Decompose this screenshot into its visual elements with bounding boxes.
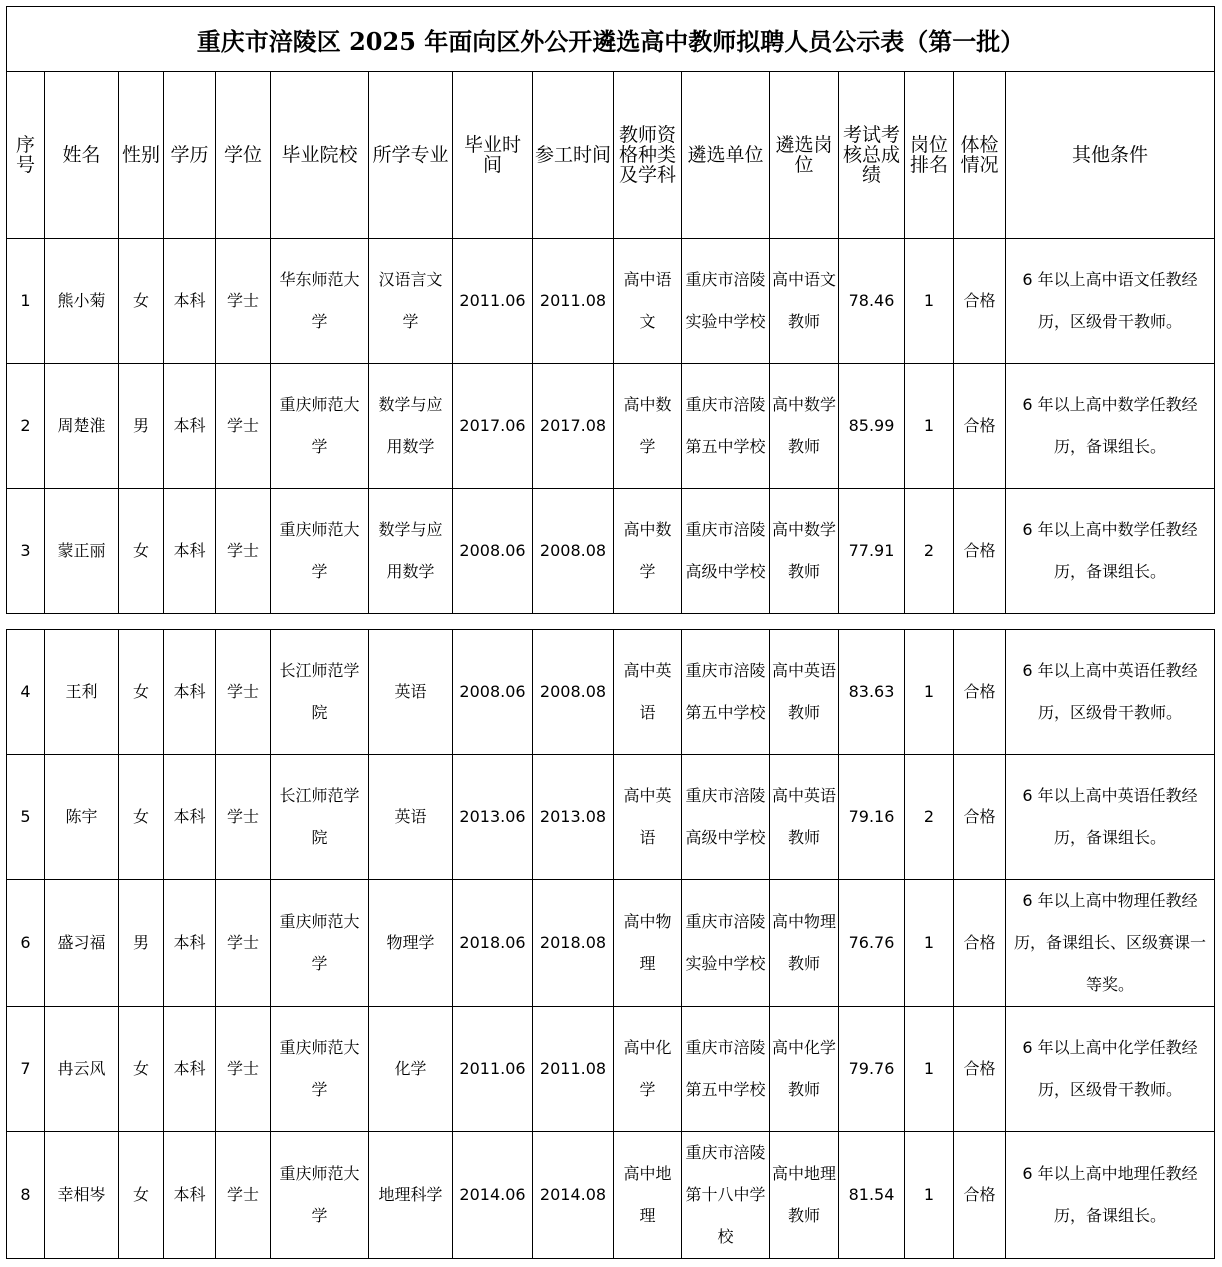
cell-edu: 本科 xyxy=(164,489,216,614)
table-row xyxy=(7,880,1215,1007)
table-row xyxy=(7,755,1215,880)
cell-major: 汉语言文学 xyxy=(369,239,453,364)
cell-name: 周楚淮 xyxy=(45,364,119,489)
cell-health: 合格 xyxy=(954,1132,1006,1259)
cell-name: 陈宇 xyxy=(45,755,119,880)
cell-work: 2011.08 xyxy=(533,1007,614,1132)
cell-score: 79.16 xyxy=(839,755,905,880)
cell-edu: 本科 xyxy=(164,239,216,364)
page-break xyxy=(0,615,1222,629)
cell-work: 2008.08 xyxy=(533,630,614,755)
cell-unit: 重庆市涪陵第五中学校 xyxy=(682,364,770,489)
cell-major: 数学与应用数学 xyxy=(369,364,453,489)
cell-rank: 2 xyxy=(905,755,954,880)
cell-score: 77.91 xyxy=(839,489,905,614)
cell-post: 高中数学教师 xyxy=(770,489,839,614)
cell-degree: 学士 xyxy=(216,880,271,1007)
cell-rank: 1 xyxy=(905,239,954,364)
cell-work: 2017.08 xyxy=(533,364,614,489)
cell-work: 2008.08 xyxy=(533,489,614,614)
cell-other: 6 年以上高中物理任教经历，备课组长、区级赛课一等奖。 xyxy=(1006,880,1215,1007)
cell-health: 合格 xyxy=(954,1007,1006,1132)
cell-major: 英语 xyxy=(369,755,453,880)
cell-edu: 本科 xyxy=(164,630,216,755)
cell-post: 高中数学教师 xyxy=(770,364,839,489)
cell-other: 6 年以上高中地理任教经历，备课组长。 xyxy=(1006,1132,1215,1259)
cell-cert: 高中英语 xyxy=(614,755,682,880)
cell-grad: 2011.06 xyxy=(453,239,533,364)
cell-unit: 重庆市涪陵实验中学校 xyxy=(682,880,770,1007)
cell-no: 4 xyxy=(7,630,45,755)
column-header: 遴选单位 xyxy=(682,72,770,239)
cell-grad: 2014.06 xyxy=(453,1132,533,1259)
cell-edu: 本科 xyxy=(164,364,216,489)
cell-school: 重庆师范大学 xyxy=(271,1132,369,1259)
cell-cert: 高中地理 xyxy=(614,1132,682,1259)
announcement-table-continued xyxy=(6,629,1215,1259)
cell-name: 幸相岑 xyxy=(45,1132,119,1259)
cell-cert: 高中数学 xyxy=(614,364,682,489)
cell-school: 重庆师范大学 xyxy=(271,880,369,1007)
cell-name: 冉云风 xyxy=(45,1007,119,1132)
cell-grad: 2008.06 xyxy=(453,489,533,614)
cell-name: 盛习福 xyxy=(45,880,119,1007)
column-header: 序号 xyxy=(7,72,45,239)
cell-gender: 女 xyxy=(119,630,164,755)
cell-health: 合格 xyxy=(954,364,1006,489)
cell-cert: 高中英语 xyxy=(614,630,682,755)
column-header: 所学专业 xyxy=(369,72,453,239)
cell-school: 重庆师范大学 xyxy=(271,364,369,489)
table-row xyxy=(7,1132,1215,1259)
cell-unit: 重庆市涪陵第五中学校 xyxy=(682,630,770,755)
cell-edu: 本科 xyxy=(164,880,216,1007)
column-header: 遴选岗位 xyxy=(770,72,839,239)
cell-school: 重庆师范大学 xyxy=(271,1007,369,1132)
cell-rank: 2 xyxy=(905,489,954,614)
cell-major: 数学与应用数学 xyxy=(369,489,453,614)
cell-degree: 学士 xyxy=(216,630,271,755)
column-header: 毕业时间 xyxy=(453,72,533,239)
cell-post: 高中英语教师 xyxy=(770,755,839,880)
cell-work: 2018.08 xyxy=(533,880,614,1007)
cell-unit: 重庆市涪陵高级中学校 xyxy=(682,755,770,880)
cell-gender: 女 xyxy=(119,1132,164,1259)
table-row xyxy=(7,630,1215,755)
cell-no: 2 xyxy=(7,364,45,489)
cell-other: 6 年以上高中化学任教经历，区级骨干教师。 xyxy=(1006,1007,1215,1132)
cell-cert: 高中数学 xyxy=(614,489,682,614)
cell-major: 物理学 xyxy=(369,880,453,1007)
cell-post: 高中地理教师 xyxy=(770,1132,839,1259)
cell-gender: 女 xyxy=(119,1007,164,1132)
cell-edu: 本科 xyxy=(164,1132,216,1259)
cell-name: 蒙正丽 xyxy=(45,489,119,614)
cell-grad: 2018.06 xyxy=(453,880,533,1007)
cell-gender: 女 xyxy=(119,239,164,364)
header-row xyxy=(7,72,1215,239)
cell-gender: 男 xyxy=(119,364,164,489)
cell-score: 78.46 xyxy=(839,239,905,364)
cell-major: 地理科学 xyxy=(369,1132,453,1259)
column-header: 学历 xyxy=(164,72,216,239)
cell-score: 85.99 xyxy=(839,364,905,489)
cell-school: 重庆师范大学 xyxy=(271,489,369,614)
column-header: 其他条件 xyxy=(1006,72,1215,239)
cell-health: 合格 xyxy=(954,880,1006,1007)
cell-other: 6 年以上高中英语任教经历，区级骨干教师。 xyxy=(1006,630,1215,755)
cell-post: 高中语文教师 xyxy=(770,239,839,364)
cell-no: 5 xyxy=(7,755,45,880)
cell-name: 熊小菊 xyxy=(45,239,119,364)
column-header: 毕业院校 xyxy=(271,72,369,239)
column-header: 体检情况 xyxy=(954,72,1006,239)
table-row xyxy=(7,489,1215,614)
cell-no: 1 xyxy=(7,239,45,364)
cell-no: 6 xyxy=(7,880,45,1007)
cell-no: 3 xyxy=(7,489,45,614)
cell-gender: 男 xyxy=(119,880,164,1007)
cell-no: 8 xyxy=(7,1132,45,1259)
cell-score: 81.54 xyxy=(839,1132,905,1259)
cell-grad: 2011.06 xyxy=(453,1007,533,1132)
cell-rank: 1 xyxy=(905,1007,954,1132)
cell-major: 化学 xyxy=(369,1007,453,1132)
cell-edu: 本科 xyxy=(164,755,216,880)
cell-health: 合格 xyxy=(954,489,1006,614)
cell-grad: 2013.06 xyxy=(453,755,533,880)
column-header: 教师资格种类及学科 xyxy=(614,72,682,239)
column-header: 岗位排名 xyxy=(905,72,954,239)
cell-work: 2013.08 xyxy=(533,755,614,880)
cell-other: 6 年以上高中英语任教经历，备课组长。 xyxy=(1006,755,1215,880)
table-row xyxy=(7,364,1215,489)
column-header: 性别 xyxy=(119,72,164,239)
cell-work: 2014.08 xyxy=(533,1132,614,1259)
cell-unit: 重庆市涪陵第五中学校 xyxy=(682,1007,770,1132)
cell-other: 6 年以上高中数学任教经历，备课组长。 xyxy=(1006,489,1215,614)
cell-cert: 高中语文 xyxy=(614,239,682,364)
cell-health: 合格 xyxy=(954,755,1006,880)
cell-degree: 学士 xyxy=(216,755,271,880)
page-title: 重庆市涪陵区 2025 年面向区外公开遴选高中教师拟聘人员公示表（第一批） xyxy=(7,7,1215,72)
cell-other: 6 年以上高中语文任教经历，区级骨干教师。 xyxy=(1006,239,1215,364)
cell-no: 7 xyxy=(7,1007,45,1132)
cell-health: 合格 xyxy=(954,239,1006,364)
cell-grad: 2008.06 xyxy=(453,630,533,755)
cell-gender: 女 xyxy=(119,755,164,880)
cell-grad: 2017.06 xyxy=(453,364,533,489)
cell-post: 高中物理教师 xyxy=(770,880,839,1007)
cell-degree: 学士 xyxy=(216,364,271,489)
cell-gender: 女 xyxy=(119,489,164,614)
cell-score: 76.76 xyxy=(839,880,905,1007)
cell-degree: 学士 xyxy=(216,239,271,364)
cell-degree: 学士 xyxy=(216,1007,271,1132)
table-row xyxy=(7,239,1215,364)
cell-unit: 重庆市涪陵高级中学校 xyxy=(682,489,770,614)
cell-rank: 1 xyxy=(905,880,954,1007)
cell-edu: 本科 xyxy=(164,1007,216,1132)
cell-degree: 学士 xyxy=(216,489,271,614)
cell-school: 华东师范大学 xyxy=(271,239,369,364)
cell-unit: 重庆市涪陵第十八中学校 xyxy=(682,1132,770,1259)
cell-unit: 重庆市涪陵实验中学校 xyxy=(682,239,770,364)
column-header: 参工时间 xyxy=(533,72,614,239)
cell-school: 长江师范学院 xyxy=(271,630,369,755)
cell-school: 长江师范学院 xyxy=(271,755,369,880)
cell-cert: 高中化学 xyxy=(614,1007,682,1132)
cell-rank: 1 xyxy=(905,630,954,755)
cell-score: 83.63 xyxy=(839,630,905,755)
column-header: 考试考核总成绩 xyxy=(839,72,905,239)
column-header: 姓名 xyxy=(45,72,119,239)
cell-degree: 学士 xyxy=(216,1132,271,1259)
column-header: 学位 xyxy=(216,72,271,239)
cell-name: 王利 xyxy=(45,630,119,755)
cell-post: 高中英语教师 xyxy=(770,630,839,755)
announcement-table xyxy=(6,6,1215,614)
cell-health: 合格 xyxy=(954,630,1006,755)
cell-score: 79.76 xyxy=(839,1007,905,1132)
cell-work: 2011.08 xyxy=(533,239,614,364)
cell-post: 高中化学教师 xyxy=(770,1007,839,1132)
cell-cert: 高中物理 xyxy=(614,880,682,1007)
cell-major: 英语 xyxy=(369,630,453,755)
table-row xyxy=(7,1007,1215,1132)
cell-rank: 1 xyxy=(905,1132,954,1259)
cell-other: 6 年以上高中数学任教经历，备课组长。 xyxy=(1006,364,1215,489)
cell-rank: 1 xyxy=(905,364,954,489)
